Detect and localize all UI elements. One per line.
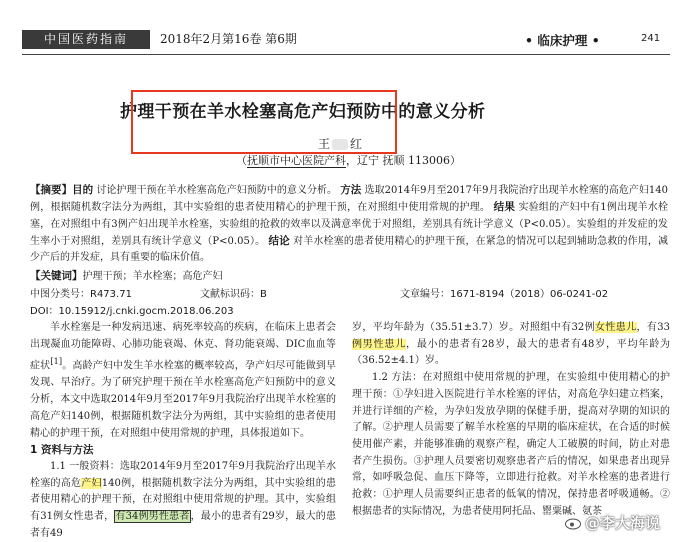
clc-number: 中图分类号：R473.71 [30,289,132,300]
author-name-last: 红 [350,137,363,151]
keywords-text: 护理干预；羊水栓塞；高危产妇 [82,271,223,282]
citation-ref: [1] [50,356,63,367]
section-label: • 临床护理 • [525,33,600,48]
result-label: 结果 [493,201,516,214]
author-affiliation [236,152,461,168]
highlight-yellow: 女性患儿 [594,322,637,333]
redacted-name-mark [332,139,348,150]
age-text-c: ，最小的患者有28岁，最大的患者有48岁，平均年龄为（36.52±4.1）岁。 [352,338,671,367]
highlight-yellow: 产妇 [81,477,102,489]
body-right-column [352,320,670,520]
conclusion-label: 结论 [268,234,290,247]
general-data-text-a: 1.1 一般资料：选取2014年9月至2017年9月我院治疗出现羊水栓塞的高危 [30,460,336,489]
intro-text-a: 羊水栓塞是一种发病迅速、病死率较高的疾病，在临床上患者会出现凝血功能障碍、心肺功能衰竭、休克、肾功能衰竭、DIC血血等症状 [30,322,336,372]
affiliation-open-paren: （ [236,154,247,167]
journal-name-banner: 中国医药指南 [22,30,150,49]
general-data-paragraph [30,459,336,542]
keywords-label: 【关键词】 [30,270,83,282]
watermark-text: @李大海说 [585,514,661,532]
method-label: 方法 [340,184,362,196]
body-left-column [30,320,336,542]
section-heading: 1 资料与方法 [30,444,94,457]
affiliation-hospital: 抚顺市中心医院产科 [247,154,346,167]
general-data-text-b: 140例，根据随机数字法分为两组，其中实验组的患者使用精心的护理干预，在对照组中使用常规的护理。其中，实验组有31例女性患者， [30,477,337,523]
keywords-line [30,267,223,283]
abstract-block [30,182,668,266]
intro-text-b: 。高龄产妇中发生羊水栓塞的概率较高，孕产妇尽可能做到早发现、早治疗。为了研究护理干预在羊水栓塞高危产妇预防中的意义分析，本文中选取2014年9月至2017年9月我院治疗出现羊水栓塞的高危产妇140例，根据随机数字法分为两组，其中实验组的患者使用精心的护理干预，在对照组中使用常规的护理，具体报道如下。 [30,360,337,439]
page-number: 241 [641,33,661,44]
abstract-objective: 讨论护理干预在羊水栓塞高危产妇预防中的意义分析。 [93,185,338,196]
affiliation-location: ，辽宁 抚顺 113006） [346,154,461,167]
weibo-logo-icon [565,514,583,530]
intro-paragraph [30,320,336,442]
header-divider [22,54,670,55]
age-text-a: 岁，平均年龄为（35.51±3.7）岁。对照组中有32例 [352,322,595,333]
abstract-method: 选取2014年9月至2017年9月我院治疗出现羊水栓塞的高危产妇140例，根据随机数字法分为两组，其中实验组的患者使用精心的护理干预，在对照组中使用常规的护理。 [30,185,668,214]
article-number: 文章编号：1671-8194（2018）06-0241-02 [400,289,609,300]
age-paragraph [352,320,670,370]
highlight-green-boxed: 有34例男性患者 [115,511,190,523]
document-code: 文献标识码：B [200,289,267,300]
general-data-text-c: ，最小的患者有29岁，最大的患者有49 [30,511,336,539]
abstract-conclusion: 对羊水栓塞的患者使用精心的护理干预，在紧急的情况可以起到辅助急救的作用，减少产后的并发症，具有重要的临床价值。 [30,235,669,264]
abstract-result: 实验组的产妇中有1例出现羊水栓塞，在对照组中有3例产妇出现羊水栓塞，实验组的抢救的效率以及满意率优于对照组，差别具有统计学意义（P<0.05）。实验组的并发症的发生率小于对照组，差别具有统计学意义（P<0.05）。 [30,202,669,247]
methods-paragraph: 1.2 方法：在对照组中使用常规的护理，在实验组中使用精心的护理干预：①孕妇进入医院进行羊水栓塞的评估，对高危孕妇建立档案，并进行详细的产检，为孕妇发放孕期的保健手册，提高对孕期的知识的了解。②护理人员需要了解羊水栓塞的早期的临床症状，在合适的时候使用催产素，并能够准确的观察产程，确定人工破膜的时间，防止对患者产生损伤。③护理人员要密切观察患者产后的情况，如果患者出现异常，如呼吸急促、血压下降等，立即进行抢救。对羊水栓塞的患者进行抢救：①护理人员需要纠正患者的低氧的情况，保持患者呼吸通畅。②根据患者的实际情况，为患者使用阿托品、罂粟碱、氨茶 [352,372,670,517]
doi: DOI：10.15912/j.cnki.gocm.2018.06.203 [30,306,234,317]
age-text-b: ，有33 [636,322,670,333]
highlight-yellow: 例男性患儿 [352,338,407,350]
article-title: 护理干预在羊水栓塞高危产妇预防中的意义分析 [120,102,486,122]
author-name-first: 王 [318,137,331,151]
issue-info: 2018年2月第16卷 第6期 [160,32,297,46]
abstract-label: 【摘要】目的 [30,184,94,196]
author-line [318,135,362,152]
